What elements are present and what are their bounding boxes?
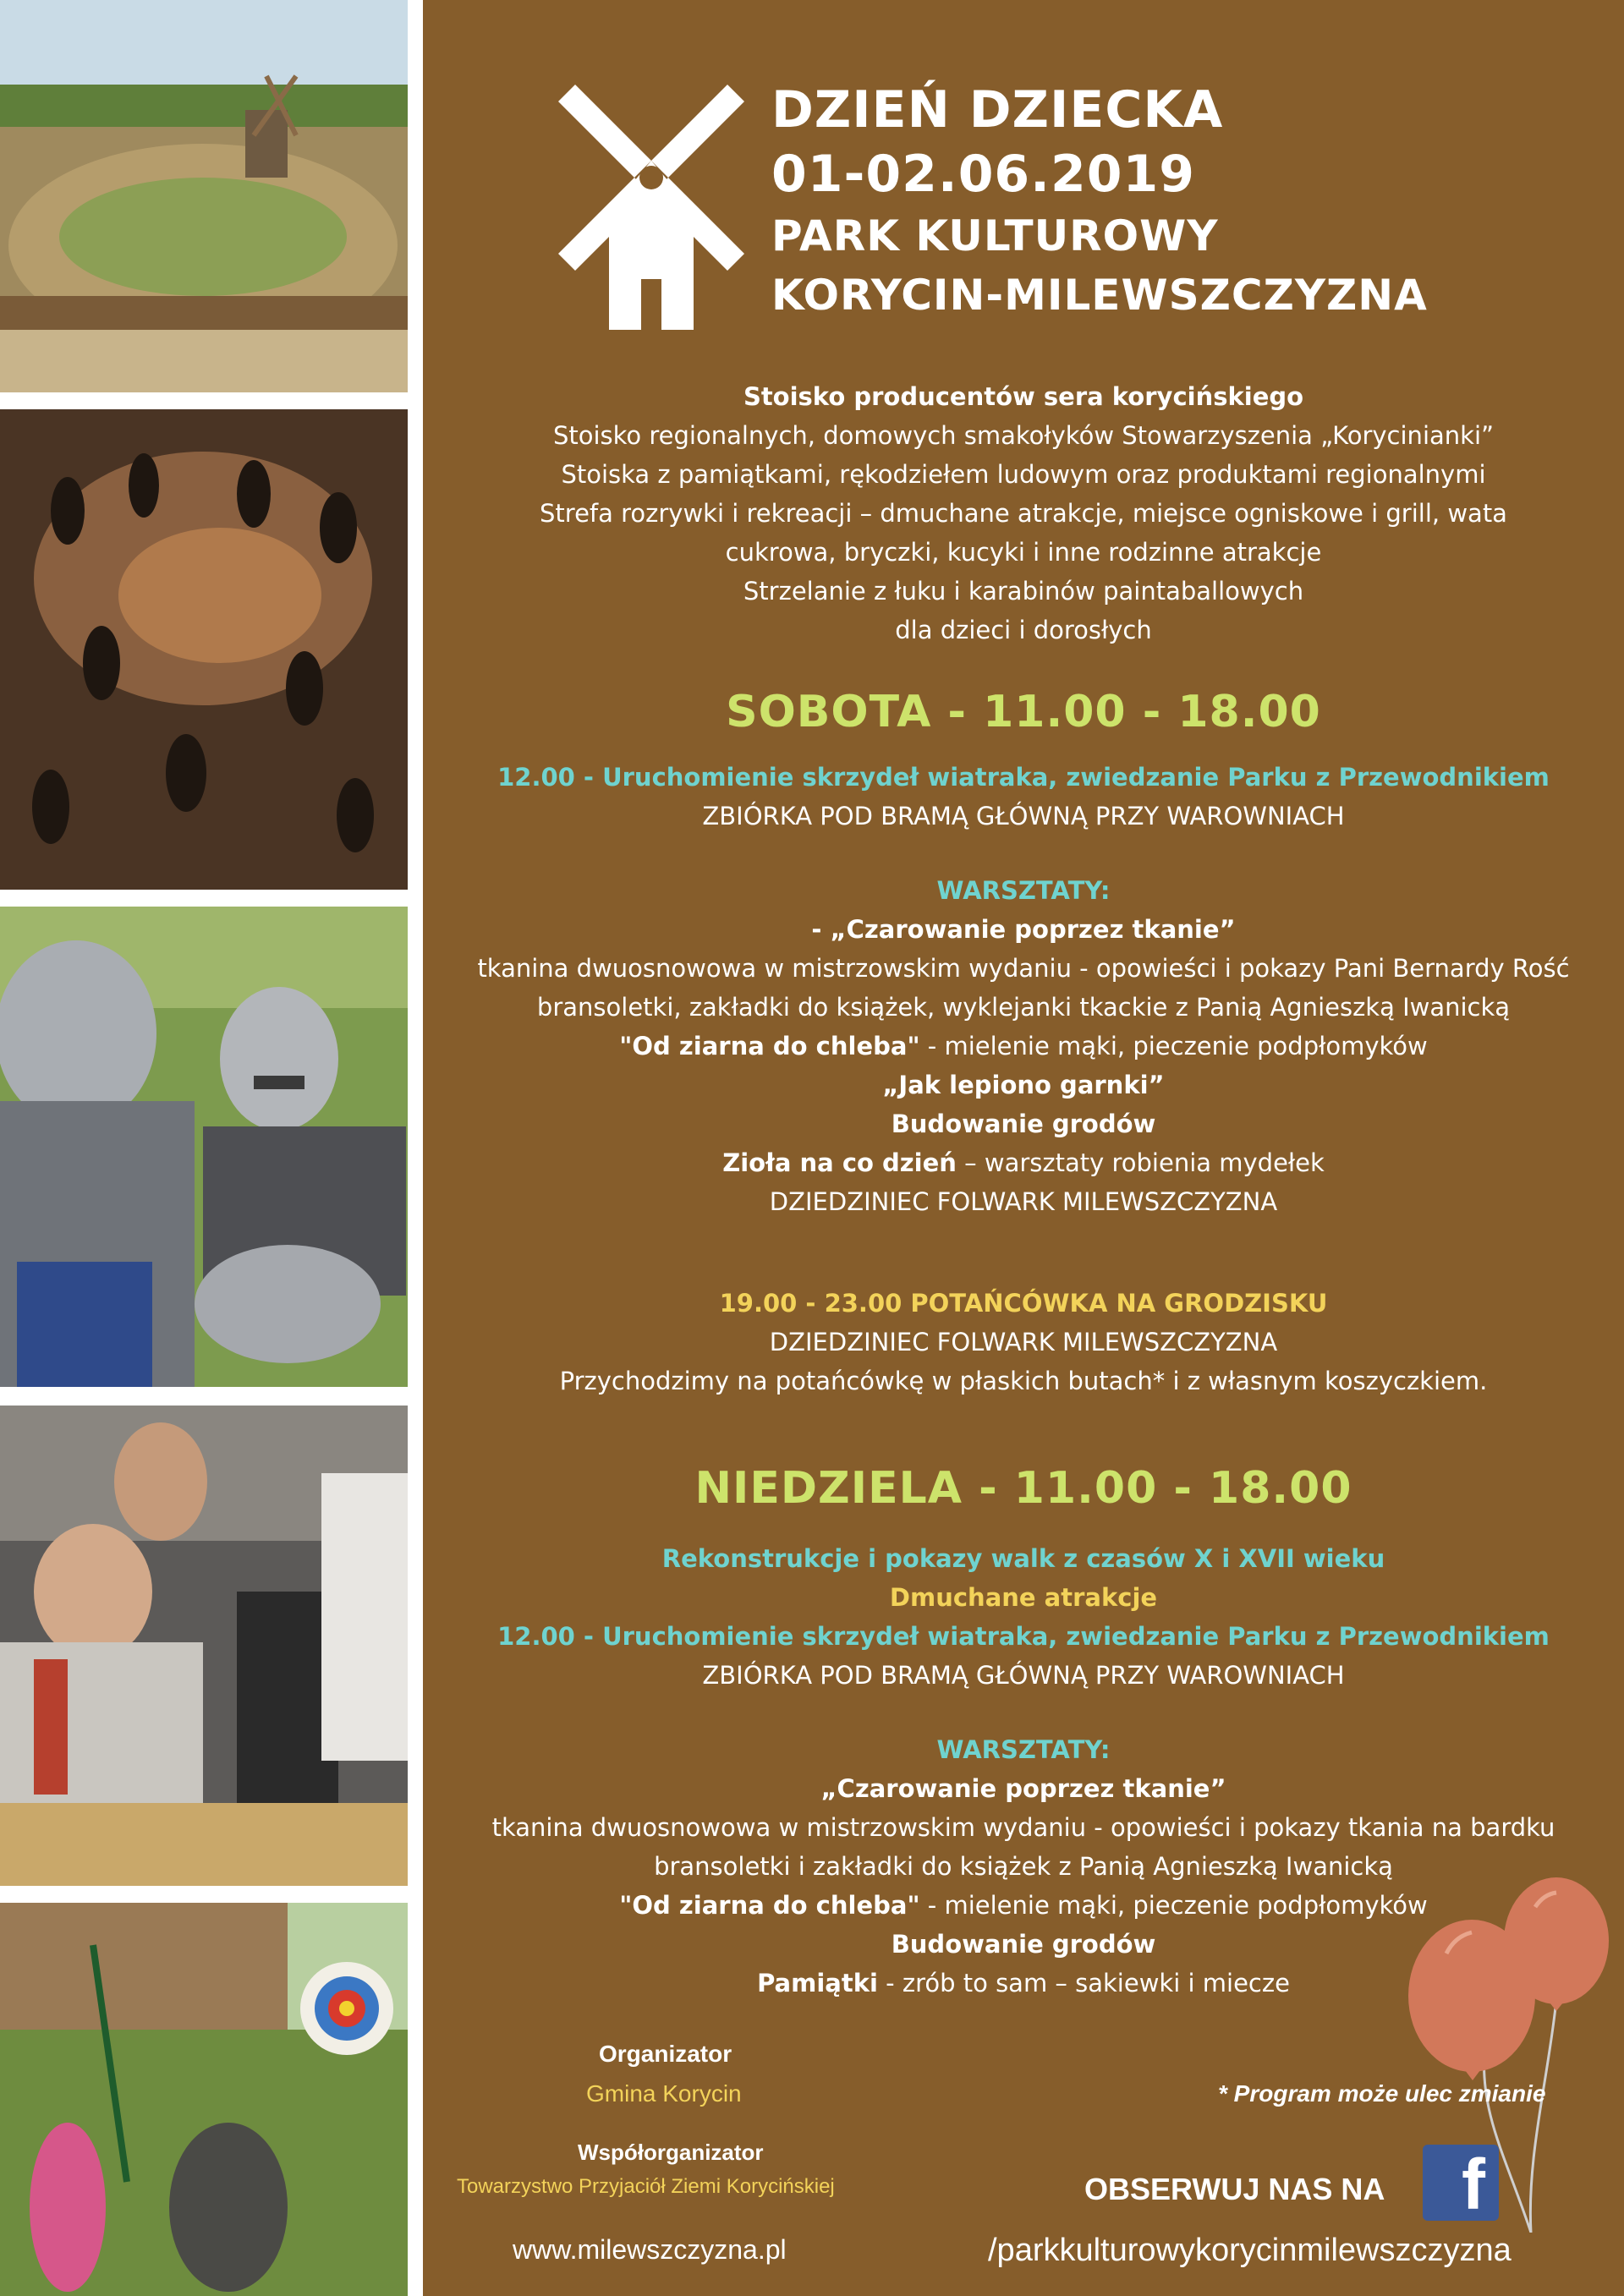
workshop-title: "Od ziarna do chleba"	[619, 1891, 920, 1920]
saturday-meeting: ZBIÓRKA POD BRAMĄ GŁÓWNĄ PRZY WAROWNIACH	[702, 802, 1345, 830]
saturday-evening-place: DZIEDZINIEC FOLWARK MILEWSZCZYZNA	[769, 1328, 1278, 1356]
coorganizer-label: Współorganizator	[578, 2140, 764, 2165]
title-date: 01-02.06.2019	[771, 145, 1195, 204]
saturday-workshop-desc: bransoletki, zakładki do książek, wyklejanki tkackie z Panią Agnieszką Iwanicką	[536, 993, 1511, 1022]
sunday-workshop: „Czarowanie poprzez tkanie”	[820, 1774, 1226, 1803]
saturday-place: DZIEDZINIEC FOLWARK MILEWSZCZYZNA	[769, 1187, 1278, 1216]
sunday-meeting: ZBIÓRKA POD BRAMĄ GŁÓWNĄ PRZY WAROWNIACH	[702, 1661, 1345, 1690]
workshop-desc: – warsztaty robienia mydełek	[956, 1148, 1325, 1177]
workshop-title: Pamiątki	[757, 1969, 878, 1997]
workshop-desc: - mielenie mąki, pieczenie podpłomyków	[919, 1891, 1428, 1920]
windmill-logo-icon	[558, 85, 744, 338]
organizer-label: Organizator	[599, 2041, 732, 2067]
sunday-workshop-desc: bransoletki i zakładki do książek z Panią Agnieszką Iwanicką	[654, 1852, 1393, 1881]
intro-line: Stoisko producentów sera korycińskiego	[743, 382, 1304, 411]
coorganizer-name: Towarzystwo Przyjaciół Ziemi Korycińskiej	[457, 2175, 835, 2198]
windmill-aerial-photo	[0, 0, 408, 392]
weaving-workshop-photo	[0, 1406, 408, 1886]
event-title	[771, 78, 1428, 325]
sunday-workshop-desc: tkanina dwuosnowowa w mistrzowskim wydaniu - opowieści i pokazy tkania na bardku	[491, 1813, 1555, 1842]
sunday-workshop: Budowanie grodów	[891, 1930, 1156, 1959]
intro-line: cukrowa, bryczki, kucyki i inne rodzinne atrakcje	[725, 538, 1322, 567]
title-line-1: DZIEŃ DZIECKA	[771, 80, 1224, 140]
intro-line: Strzelanie z łuku i karabinów paintaballowych	[743, 577, 1304, 606]
title-park: PARK KULTUROWY	[771, 211, 1219, 260]
archery-photo	[0, 1903, 408, 2296]
dancing-crowd-photo	[0, 409, 408, 890]
saturday-evening: 19.00 - 23.00 POTAŃCÓWKA NA GRODZISKU	[719, 1289, 1328, 1318]
saturday-workshop: „Jak lepiono garnki”	[882, 1071, 1165, 1099]
organizer-name: Gmina Korycin	[586, 2080, 742, 2107]
workshop-desc: - zrób to sam – sakiewki i miecze	[877, 1969, 1290, 1997]
knights-armor-photo	[0, 907, 408, 1387]
intro-line: Stoiska z pamiątkami, rękodziełem ludowym oraz produktami regionalnymi	[561, 460, 1486, 489]
saturday-workshop: - „Czarowanie poprzez tkanie”	[811, 915, 1236, 944]
saturday-evening-note: Przychodzimy na potańcówkę w płaskich butach* i z własnym koszyczkiem.	[559, 1367, 1488, 1395]
sunday-workshops-label: WARSZTATY:	[936, 1735, 1111, 1764]
workshop-desc: - mielenie mąki, pieczenie podpłomyków	[919, 1032, 1428, 1060]
facebook-icon[interactable]: f	[1423, 2145, 1499, 2221]
intro-line: Stoisko regionalnych, domowych smakołyków Stowarzyszenia „Korycinianki”	[552, 421, 1495, 450]
intro-line: dla dzieci i dorosłych	[895, 616, 1152, 644]
sunday-event: Dmuchane atrakcje	[889, 1583, 1158, 1612]
workshop-title: "Od ziarna do chleba"	[619, 1032, 920, 1060]
photo-column	[0, 0, 408, 2296]
facebook-page-link[interactable]: /parkkulturowykorycinmilewszczyzna	[988, 2233, 1512, 2268]
sunday-heading: NIEDZIELA - 11.00 - 18.00	[694, 1463, 1352, 1514]
program-disclaimer: * Program może ulec zmianie	[1218, 2080, 1546, 2107]
intro-line: Strefa rozrywki i rekreacji – dmuchane atrakcje, miejsce ogniskowe i grill, wata	[540, 499, 1507, 528]
sunday-event: Rekonstrukcje i pokazy walk z czasów X i XVII wieku	[661, 1544, 1385, 1573]
saturday-workshops-label: WARSZTATY:	[936, 876, 1111, 905]
poster-panel	[423, 0, 1624, 2296]
workshop-title: Zioła na co dzień	[722, 1148, 957, 1177]
saturday-workshop	[423, 1032, 1624, 1060]
saturday-workshop	[423, 1148, 1624, 1177]
follow-us-label: OBSERWUJ NAS NA	[1084, 2172, 1385, 2206]
saturday-workshop-desc: tkanina dwuosnowowa w mistrzowskim wydaniu - opowieści i pokazy Pani Bernardy Rość	[477, 954, 1570, 983]
saturday-heading: SOBOTA - 11.00 - 18.00	[726, 687, 1321, 737]
saturday-event: 12.00 - Uruchomienie skrzydeł wiatraka, zwiedzanie Parku z Przewodnikiem	[497, 763, 1550, 792]
title-location: KORYCIN-MILEWSZCZYZNA	[771, 271, 1428, 320]
sunday-event: 12.00 - Uruchomienie skrzydeł wiatraka, zwiedzanie Parku z Przewodnikiem	[497, 1622, 1550, 1651]
saturday-workshop: Budowanie grodów	[891, 1110, 1156, 1138]
website-link[interactable]: www.milewszczyzna.pl	[513, 2234, 787, 2265]
